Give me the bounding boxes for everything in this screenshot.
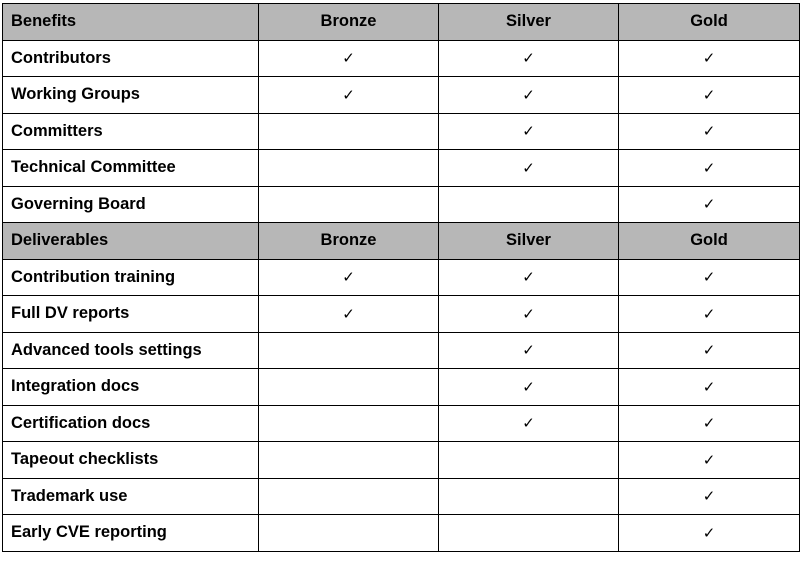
silver-cell — [439, 442, 619, 479]
check-icon: ✓ — [522, 377, 535, 396]
membership-tiers-table — [2, 3, 800, 552]
gold-cell — [619, 296, 800, 333]
gold-cell — [619, 332, 800, 369]
check-icon: ✓ — [342, 49, 355, 68]
row-label: Early CVE reporting — [3, 515, 259, 552]
bronze-cell — [259, 442, 439, 479]
check-icon: ✓ — [702, 268, 716, 287]
check-icon: ✓ — [342, 268, 355, 287]
bronze-cell — [259, 259, 439, 296]
tier-header-silver: Silver — [439, 4, 619, 41]
row-label: Contributors — [3, 40, 259, 77]
bronze-cell — [259, 332, 439, 369]
table-row — [3, 369, 800, 406]
deliverables-header-row — [3, 223, 800, 260]
check-icon: ✓ — [702, 195, 716, 214]
row-label: Tapeout checklists — [3, 442, 259, 479]
check-icon: ✓ — [522, 122, 535, 141]
gold-cell — [619, 113, 800, 150]
gold-cell — [619, 442, 800, 479]
table-row — [3, 77, 800, 114]
check-icon: ✓ — [702, 304, 716, 323]
gold-cell — [619, 515, 800, 552]
row-label: Governing Board — [3, 186, 259, 223]
check-icon: ✓ — [522, 85, 535, 104]
check-icon: ✓ — [522, 268, 535, 287]
deliverables-header-label: Deliverables — [3, 223, 259, 260]
silver-cell — [439, 40, 619, 77]
silver-cell — [439, 113, 619, 150]
check-icon: ✓ — [702, 49, 716, 68]
table-row — [3, 478, 800, 515]
table-row — [3, 332, 800, 369]
gold-cell — [619, 186, 800, 223]
tier-header-gold: Gold — [619, 223, 800, 260]
table-row — [3, 259, 800, 296]
table-row — [3, 515, 800, 552]
silver-cell — [439, 150, 619, 187]
table-row — [3, 442, 800, 479]
table-row — [3, 40, 800, 77]
check-icon: ✓ — [342, 85, 355, 104]
table-row — [3, 405, 800, 442]
row-label: Working Groups — [3, 77, 259, 114]
silver-cell — [439, 186, 619, 223]
row-label: Integration docs — [3, 369, 259, 406]
check-icon: ✓ — [702, 122, 716, 141]
check-icon: ✓ — [702, 414, 716, 433]
tier-header-bronze: Bronze — [259, 223, 439, 260]
check-icon: ✓ — [522, 158, 535, 177]
tier-header-bronze: Bronze — [259, 4, 439, 41]
gold-cell — [619, 369, 800, 406]
check-icon: ✓ — [702, 487, 716, 506]
bronze-cell — [259, 478, 439, 515]
check-icon: ✓ — [702, 85, 716, 104]
bronze-cell — [259, 515, 439, 552]
table-row — [3, 113, 800, 150]
silver-cell — [439, 369, 619, 406]
check-icon: ✓ — [702, 450, 716, 469]
table-body — [3, 4, 800, 552]
tier-header-gold: Gold — [619, 4, 800, 41]
silver-cell — [439, 478, 619, 515]
bronze-cell — [259, 296, 439, 333]
table-row — [3, 150, 800, 187]
tier-header-silver: Silver — [439, 223, 619, 260]
row-label: Certification docs — [3, 405, 259, 442]
check-icon: ✓ — [522, 304, 535, 323]
gold-cell — [619, 478, 800, 515]
row-label: Committers — [3, 113, 259, 150]
bronze-cell — [259, 40, 439, 77]
row-label: Contribution training — [3, 259, 259, 296]
bronze-cell — [259, 150, 439, 187]
check-icon: ✓ — [522, 341, 535, 360]
bronze-cell — [259, 77, 439, 114]
gold-cell — [619, 405, 800, 442]
bronze-cell — [259, 113, 439, 150]
check-icon: ✓ — [702, 523, 716, 542]
silver-cell — [439, 259, 619, 296]
row-label: Full DV reports — [3, 296, 259, 333]
silver-cell — [439, 77, 619, 114]
check-icon: ✓ — [522, 49, 535, 68]
bronze-cell — [259, 405, 439, 442]
gold-cell — [619, 77, 800, 114]
gold-cell — [619, 40, 800, 77]
bronze-cell — [259, 369, 439, 406]
bronze-cell — [259, 186, 439, 223]
table-row — [3, 186, 800, 223]
row-label: Technical Committee — [3, 150, 259, 187]
benefits-header-label: Benefits — [3, 4, 259, 41]
gold-cell — [619, 259, 800, 296]
silver-cell — [439, 332, 619, 369]
silver-cell — [439, 515, 619, 552]
row-label: Trademark use — [3, 478, 259, 515]
table-row — [3, 296, 800, 333]
row-label: Advanced tools settings — [3, 332, 259, 369]
silver-cell — [439, 296, 619, 333]
check-icon: ✓ — [702, 341, 716, 360]
check-icon: ✓ — [342, 304, 355, 323]
check-icon: ✓ — [522, 414, 535, 433]
silver-cell — [439, 405, 619, 442]
check-icon: ✓ — [702, 158, 716, 177]
check-icon: ✓ — [702, 377, 716, 396]
gold-cell — [619, 150, 800, 187]
benefits-header-row — [3, 4, 800, 41]
